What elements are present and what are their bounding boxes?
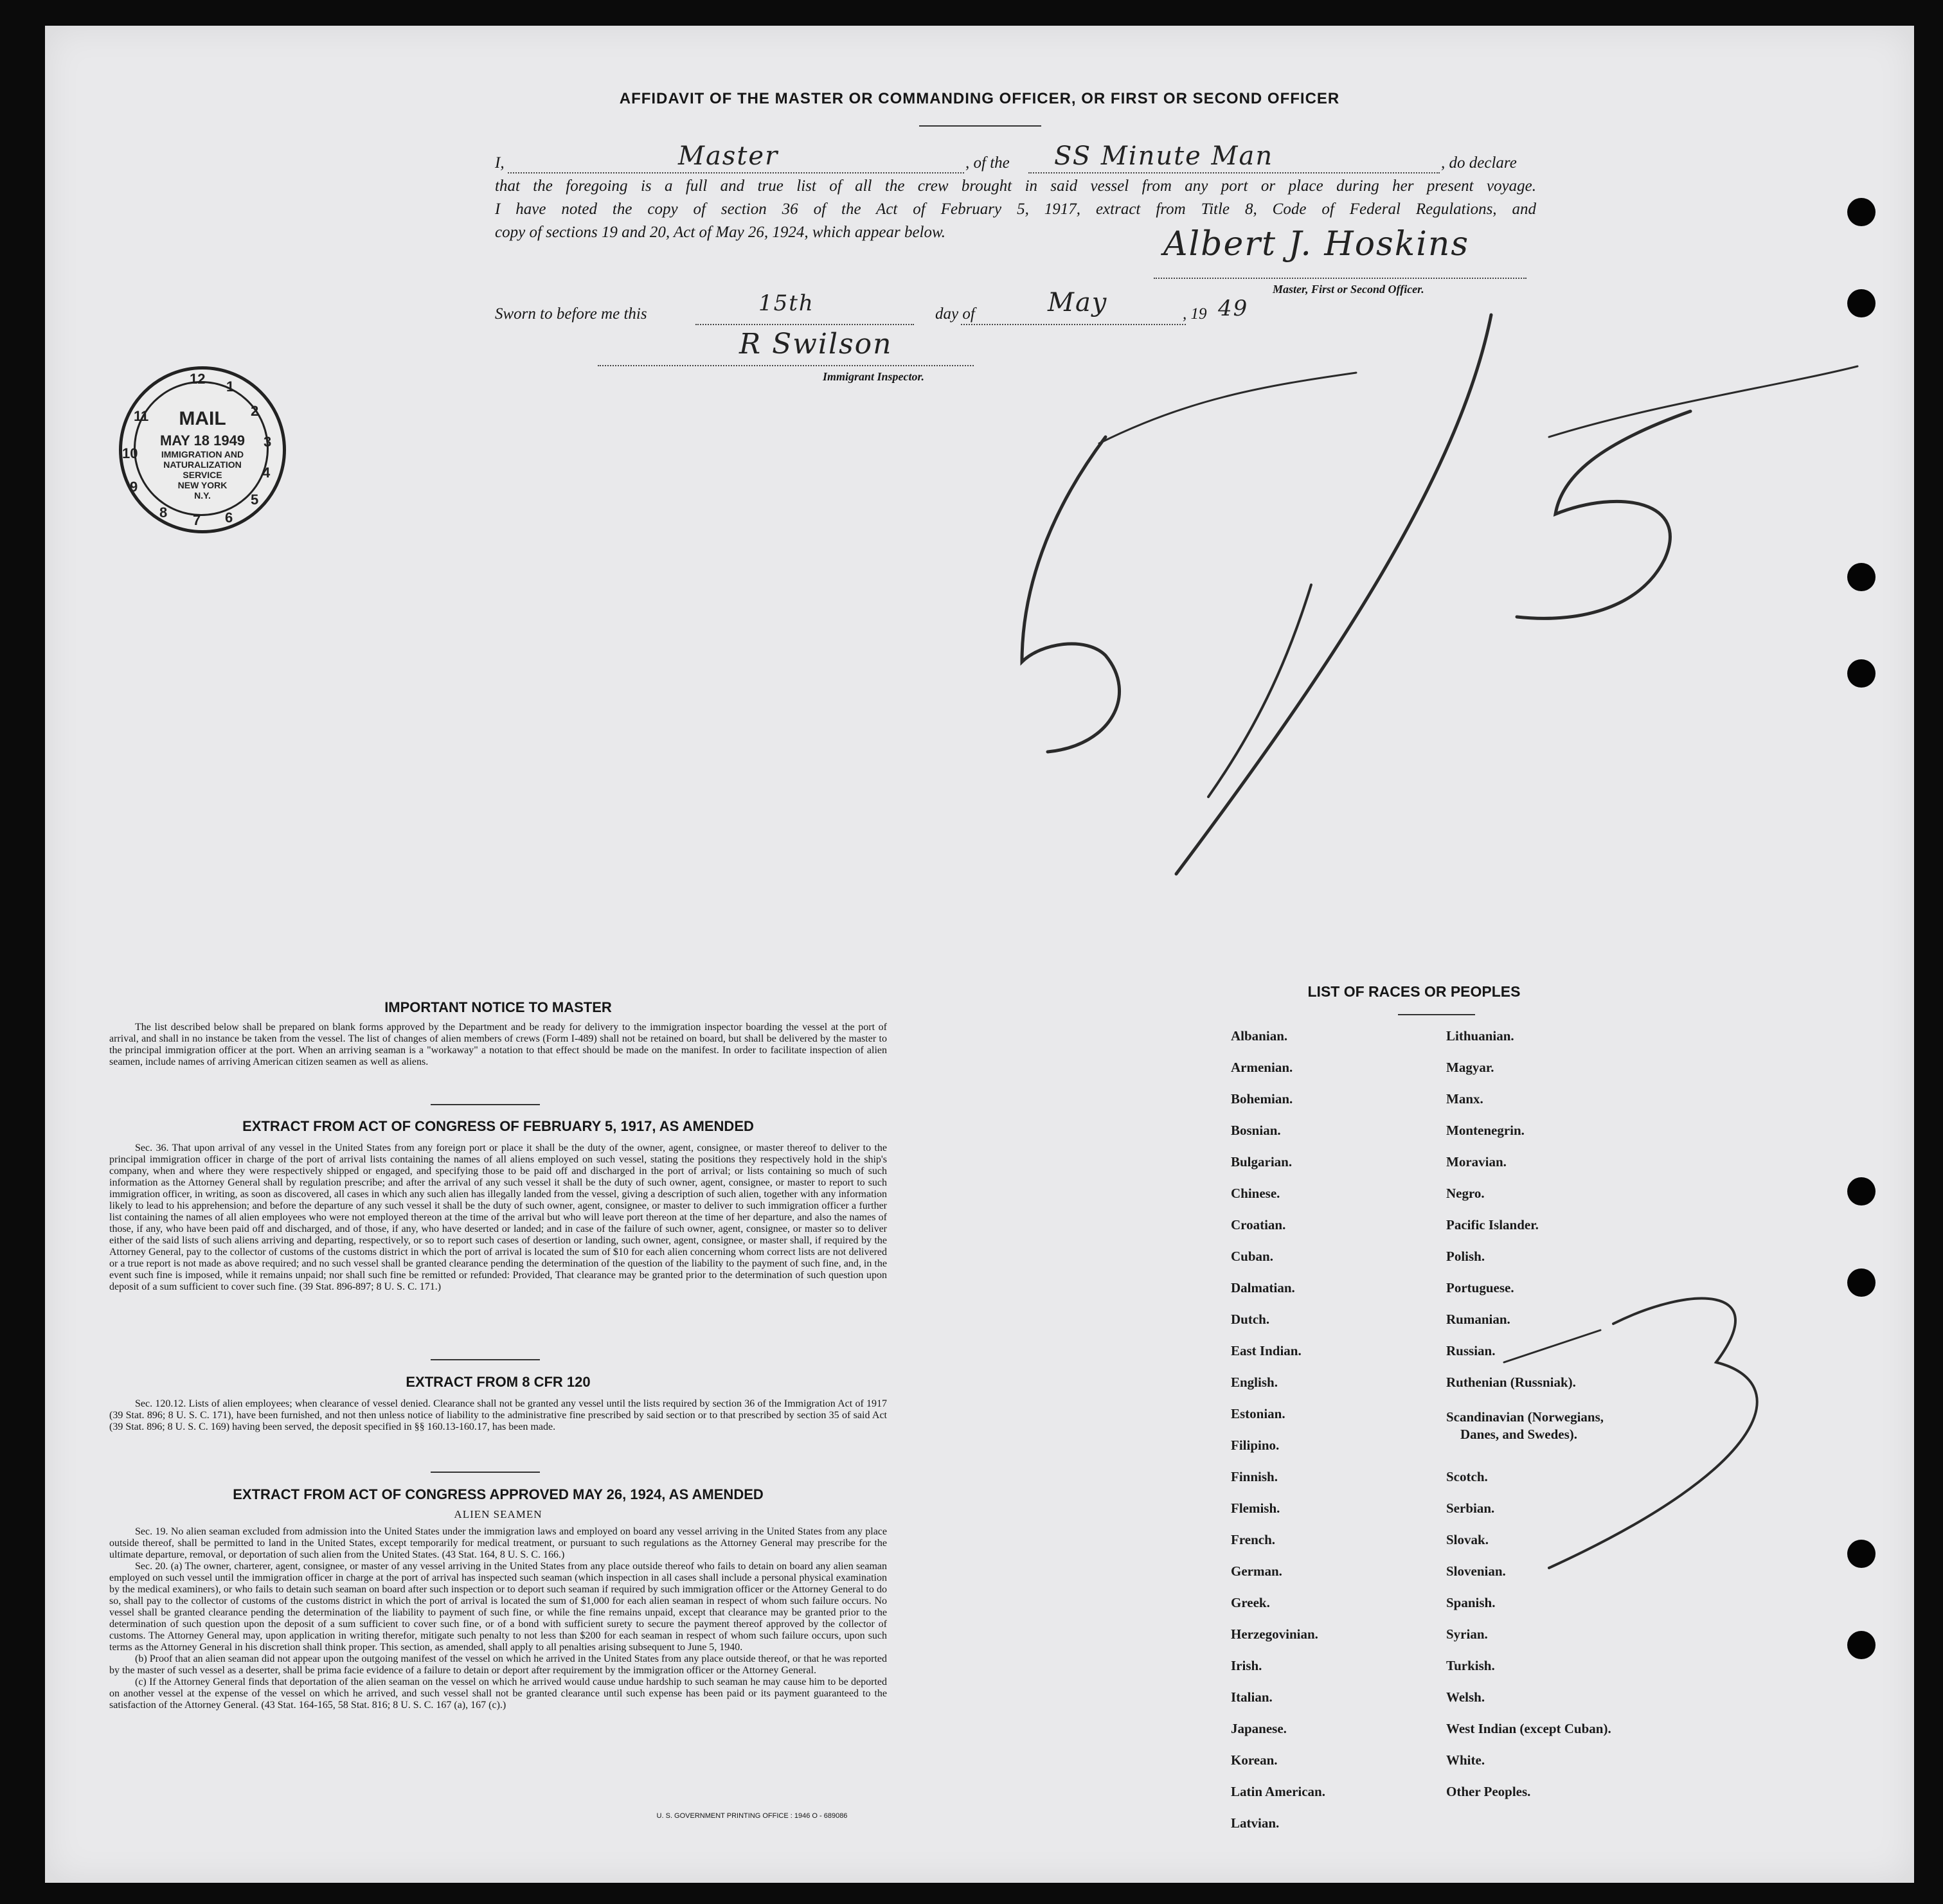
binder-hole [1847,659,1876,688]
race-item: Cuban. [1231,1249,1273,1264]
binder-hole [1847,289,1876,317]
section-divider [431,1104,540,1105]
race-item: Korean. [1231,1752,1278,1768]
race-item: Latin American. [1231,1784,1325,1799]
extract-1924-sec19: Sec. 19. No alien seaman excluded from admission into the United States under the immigration laws and employed on board any vessel arriving in the United States from any place outside thereof, shall be permitted to land in the United States, except temporarily for medical treatment, or pursuant to such regulations as the Attorney General may prescribe for the ultimate departure, removal, or deportation of such alien from the United States. (43 Stat. 164, 8 U. S. C. 166.) [109,1526,887,1560]
handwritten-three-tail [1504,1330,1600,1362]
race-item: Lithuanian. [1446,1028,1514,1044]
master-signature: Albert J. Hoskins [1163,225,1470,263]
race-item: West Indian (except Cuban). [1446,1721,1611,1736]
race-item: Magyar. [1446,1060,1494,1075]
stamp-date: MAY 18 1949 [159,432,246,449]
race-item: Flemish. [1231,1500,1280,1516]
stamp-mail-label: MAIL [179,408,226,429]
stamp-number: 11 [134,408,149,424]
stamp-number: 9 [130,479,138,495]
document-page [45,26,1914,1883]
notice-paragraph: The list described below shall be prepared on blank forms approved by the Department and be ready for delivery to the immigration inspector boarding the vessel at the port of arrival, and shall in no instance be taken from the vessel. The list of changes of alien members of crews (Form I-489) shall not be retained on board, but shall be delivered by the master to the principal immigration officer at the port. When an arriving seaman is a "workaway" a notation to that effect should be made on the manifest. In order to facilitate inspection of alien seamen, include names of arriving American citizen seamen as well as aliens. [109,1022,887,1067]
stamp-number: 4 [262,465,271,481]
inspector-caption: Immigrant Inspector. [823,370,925,383]
notice-title: IMPORTANT NOTICE TO MASTER [384,999,612,1015]
handwritten-day: 15th [758,290,814,316]
section-divider [431,1472,540,1473]
race-item: Negro. [1446,1186,1485,1201]
stamp-text-line: NEW YORK [177,480,228,490]
race-item: Serbian. [1446,1500,1495,1516]
affidavit-line4: copy of sections 19 and 20, Act of May 26, 1924, which appear below. [495,224,946,241]
stamp-number: 3 [264,434,272,450]
race-item: East Indian. [1231,1343,1302,1358]
race-item: White. [1446,1752,1485,1768]
race-item: French. [1231,1532,1276,1547]
printer-line: U. S. GOVERNMENT PRINTING OFFICE : 1946 O - 689086 [656,1812,848,1820]
race-item: Greek. [1231,1595,1270,1610]
extract-1924-text [109,1526,887,1711]
binder-hole [1847,563,1876,591]
race-item: Rumanian. [1446,1312,1510,1327]
race-item: Manx. [1446,1091,1483,1107]
extract-cfr-paragraph: Sec. 120.12. Lists of alien employees; when clearance of vessel denied. Clearance shall not be granted any vessel until the lists required by section 36 of the Immigration Act of 1917 (39 Stat. 896; 8 U. S. C. 171), have been furnished, and not then unless notice of liability to the administrative fine prescribed by said section or to that prescribed by section 35 of said Act (39 Stat. 896; 8 U. S. C. 169) having been served, the deposit specified in §§ 160.13-160.17, has been made. [109,1398,887,1432]
race-item: German. [1231,1563,1282,1579]
race-item: Estonian. [1231,1406,1285,1421]
handwritten-five-two-bar [1549,366,1858,437]
binder-hole [1847,1177,1876,1206]
handwritten-month: May [1048,288,1108,317]
binder-hole [1847,198,1876,226]
race-item: Pacific Islander. [1446,1217,1539,1232]
race-item: Turkish. [1446,1658,1495,1673]
race-item: Dalmatian. [1231,1280,1295,1295]
handwritten-name: Master [678,141,779,171]
race-item: Bosnian. [1231,1123,1281,1138]
races-divider [1398,1014,1475,1015]
affidavit-line2: that the foregoing is a full and true list of all the crew brought in said vessel from any port or place during her present voyage. [495,177,1536,195]
binder-hole [1847,1540,1876,1568]
extract-1917-paragraph: Sec. 36. That upon arrival of any vessel in the United States from any foreign port or place it shall be the duty of the owner, agent, consignee, or master thereof to deliver to the principal immigration officer in charge of the port of arrival lists containing the names of all aliens employed on such vessel, stating the positions they respectively hold in the ship's company, when and where they were respectively shipped or engaged, and specifying those to be paid off and discharged in the port of arrival; or lists containing so much of such information as the Attorney General shall by regulation prescribe; and after the arrival of any such vessel it shall be the duty of such owner, agent, consignee, or master to report to such immigration officer, in writing, as soon as discovered, all cases in which any such alien has illegally landed from the vessel, giving a description of such alien, together with any information likely to lead to his apprehension; and before the departure of any such vessel it shall be the duty of such owner, agent, consignee, or master to deliver to such immigration officer a further list containing the names of all alien employees who were not employed thereon at the time of the arrival but who will leave port thereon at the time of her departure, and also the names of those, if any, who have been paid off and discharged, and of those, if any, who have deserted or landed; and in case of the failure of such owner, agent, consignee, or master so to deliver either of the said lists of such aliens arriving and departing, respectively, or so to report such cases of desertion or landing, such owner, agent, consignee, or master shall, if required by the Attorney General, pay to the collector of customs of the customs district in which the port of arrival is located the sum of $10 for each alien concerning whom correct lists are not delivered or a true report is not made as above required; and no such vessel shall be granted clearance pending the determination of the question of the liability to the payment of such fine, and, in the event such fine is imposed, while it remains unpaid; nor shall such fine be remitted or refunded: Provided, That clearance may be granted prior to the determination of such question upon deposit of a sum sufficient to cover such fine. (39 Stat. 896-897; 8 U. S. C. 171.) [109,1143,887,1292]
race-item: English. [1231,1375,1278,1390]
race-item: Other Peoples. [1446,1784,1531,1799]
race-item: Latvian. [1231,1815,1280,1831]
race-item: Armenian. [1231,1060,1293,1075]
stamp-number: 10 [122,445,138,461]
sworn-mid: day of [935,305,975,323]
race-item: Polish. [1446,1249,1485,1264]
affidavit-line1-pre: I, [495,154,505,172]
race-item: Bulgarian. [1231,1154,1293,1170]
race-item: Montenegrin. [1446,1123,1525,1138]
handwritten-five [1022,437,1120,752]
affidavit-line1-post: , do declare [1441,154,1517,172]
stamp-number: 6 [225,510,233,526]
stamp-text-line: N.Y. [194,490,211,501]
race-item: Slovenian. [1446,1563,1506,1579]
race-item: Scandinavian (Norwegians, [1446,1409,1604,1425]
extract-cfr-text [109,1398,887,1433]
handwritten-five-two [1517,411,1690,618]
affidavit-line3: I have noted the copy of section 36 of the Act of February 5, 1917, extract from Title 8, Code of Federal Regulations, and [495,200,1536,218]
sworn-pre: Sworn to before me this [495,305,647,323]
race-item: Danes, and Swedes). [1460,1427,1578,1442]
stamp-number: 2 [251,403,259,419]
handwritten-slash [1176,315,1491,874]
notice-text [109,1022,887,1068]
handwritten-year: 49 [1218,296,1249,321]
race-item: Filipino. [1231,1437,1280,1453]
extract-1924-subtitle: ALIEN SEAMEN [454,1508,542,1520]
race-item: Herzegovinian. [1231,1626,1318,1642]
extract-1917-title: EXTRACT FROM ACT OF CONGRESS OF FEBRUARY 5, 1917, AS AMENDED [242,1118,754,1134]
race-item: Moravian. [1446,1154,1507,1170]
extract-1924-title: EXTRACT FROM ACT OF CONGRESS APPROVED MAY 26, 1924, AS AMENDED [233,1486,764,1502]
affidavit-line1-mid: , of the [965,154,1010,172]
affidavit-title: AFFIDAVIT OF THE MASTER OR COMMANDING OFFICER, OR FIRST OR SECOND OFFICER [619,90,1340,107]
race-item: Welsh. [1446,1689,1485,1705]
stamp-text-line: SERVICE [183,470,222,480]
race-item: Japanese. [1231,1721,1287,1736]
stamp-text-line: NATURALIZATION [163,459,242,470]
sworn-year-prefix: , 19 [1183,305,1207,323]
extract-1924-sec20c: (c) If the Attorney General finds that deportation of the alien seaman on the vessel on which he arrived would cause undue hardship to such seaman he may cause him to be deported on another vessel at the expense of the vessel on which he arrived, and such vessel shall not be granted clearance until such expense has been paid or its payment guaranteed to the satisfaction of the Attorney General. (43 Stat. 164-165, 58 Stat. 816; 8 U. S. C. 167 (a), 167 (c).) [109,1677,887,1711]
race-item: Ruthenian (Russniak). [1446,1375,1576,1390]
race-item: Scotch. [1446,1469,1488,1484]
extract-1917-text [109,1143,887,1293]
handwritten-vessel: SS Minute Man [1054,141,1274,171]
stamp-text-line: IMMIGRATION AND [161,449,244,459]
section-divider [431,1359,540,1360]
stamp-number: 12 [190,371,206,387]
races-title: LIST OF RACES OR PEOPLES [1307,983,1521,1000]
race-item: Spanish. [1446,1595,1496,1610]
race-item: Finnish. [1231,1469,1278,1484]
inspector-signature: R Swilson [739,328,893,360]
extract-1924-sec20a: Sec. 20. (a) The owner, charterer, agent, consignee, or master of any vessel arriving in the United States from any place outside thereof who fails to detain on board any alien seaman employed on such vessel until the immigration officer in charge at the port of arrival has inspected such seaman (which inspection in all cases shall include a personal physical examination by the medical examiners), or who fails to detain such seaman on board after such inspection or to deport such seaman if required by such immigration officer or the Attorney General to do so, shall pay to the collector of customs of the customs district in which the port of arrival is located the sum of $1,000 for each alien seaman in respect of whom such failure occurs. No vessel shall be granted clearance pending the determination of the liability to payment of such fine, or while the fine remains unpaid, except that clearance may be granted prior to the determination of such question upon the deposit of a sum sufficient to cover such fine, or of a bond with sufficient surety to secure the payment thereof approved by the collector of customs. The Attorney General may, upon application in writing therefor, mitigate such penalty to not less than $200 for each seaman in respect of whom such failure occurs, upon such terms as the Attorney General in his discretion shall think proper. This section, as amended, shall apply to all penalties arising subsequent to June 5, 1940. [109,1561,887,1653]
race-item: Albanian. [1231,1028,1288,1044]
stamp-number: 8 [159,504,168,520]
stamp-number: 7 [193,512,201,528]
race-item: Italian. [1231,1689,1273,1705]
stamp-number: 1 [226,378,235,395]
signature-caption: Master, First or Second Officer. [1273,283,1424,296]
race-item: Chinese. [1231,1186,1280,1201]
extract-1924-sec20b: (b) Proof that an alien seaman did not appear upon the outgoing manifest of the vessel on which he arrived in the United States from any place outside thereof, or that he was reported by the master of such vessel as a deserter, shall be prima facie evidence of a failure to detain or deport after requirement by the immigration officer or the Attorney General. [109,1653,887,1676]
stamp-number: 5 [251,492,259,508]
race-item: Syrian. [1446,1626,1488,1642]
race-item: Portuguese. [1446,1280,1514,1295]
binder-hole [1847,1268,1876,1297]
extract-cfr-title: EXTRACT FROM 8 CFR 120 [406,1374,591,1390]
race-item: Croatian. [1231,1217,1286,1232]
handwritten-three [1549,1299,1757,1568]
race-item: Irish. [1231,1658,1262,1673]
handwritten-one [1208,585,1311,797]
race-item: Dutch. [1231,1312,1270,1327]
race-item: Russian. [1446,1343,1496,1358]
binder-hole [1847,1631,1876,1659]
race-item: Bohemian. [1231,1091,1293,1107]
race-item: Slovak. [1446,1532,1489,1547]
handwritten-five-bar [1099,373,1356,443]
